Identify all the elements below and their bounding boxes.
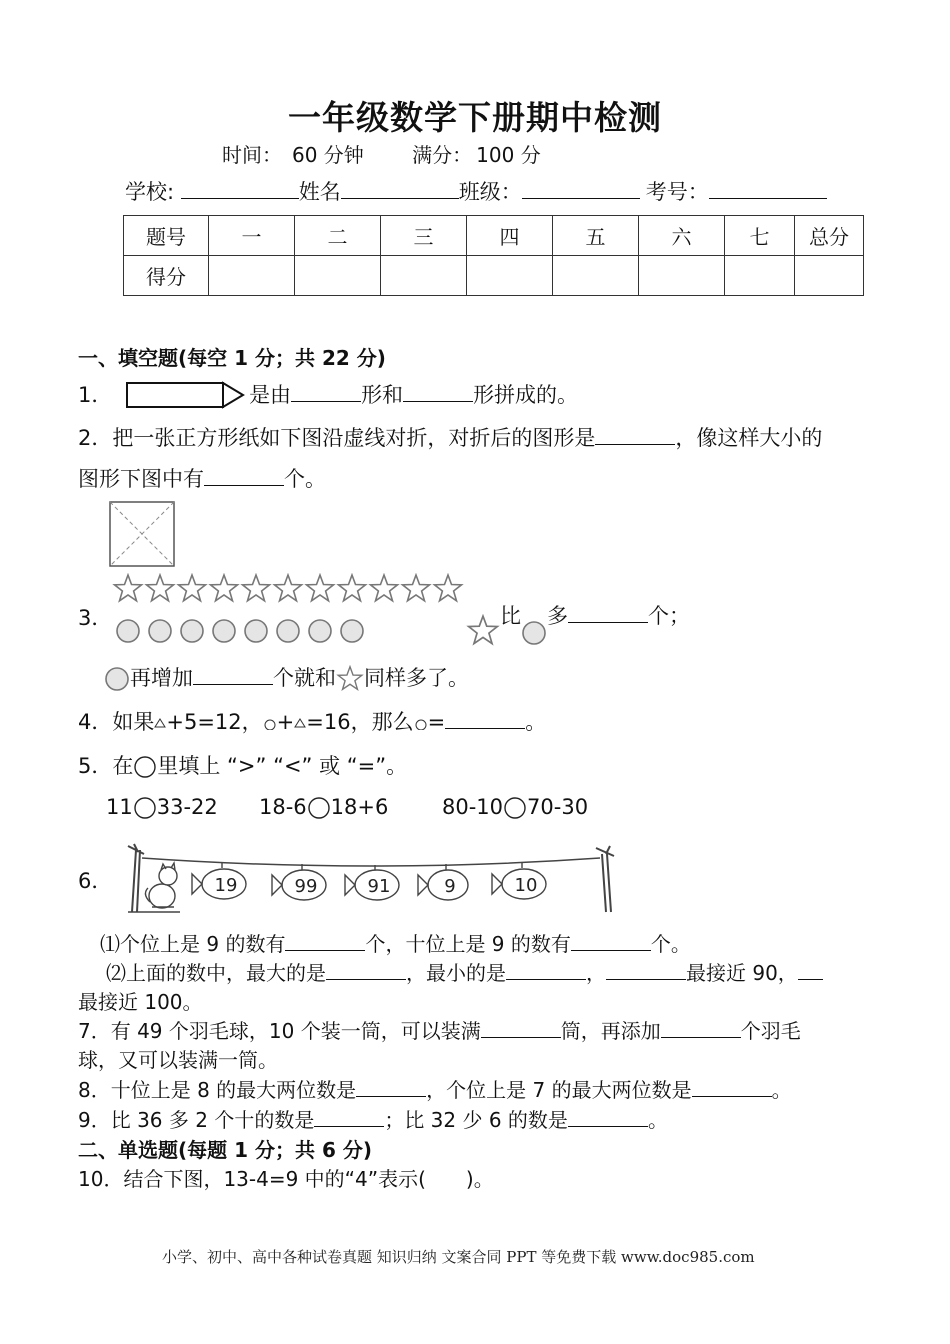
row-of-circles-icon xyxy=(114,616,374,646)
q3-text-d: 个就和 xyxy=(273,666,336,690)
q6-part-1 xyxy=(100,928,691,957)
q3-line-1-tail xyxy=(547,600,690,630)
q1-text-b: 形和 xyxy=(361,383,404,407)
time-value: 60 分钟 xyxy=(292,143,364,167)
q5-e3-right: 70-30 xyxy=(527,795,589,819)
triangle-icon xyxy=(154,717,166,729)
question-3-line-2 xyxy=(104,662,469,693)
q2-text-d: 个。 xyxy=(284,467,326,491)
score-cell[interactable] xyxy=(553,256,639,296)
q4-text-a: 4．如果 xyxy=(78,710,155,734)
q9-text-b: ；比 32 少 6 的数是 xyxy=(384,1108,568,1132)
row-of-stars-icon xyxy=(112,573,467,605)
header-cell: 六 xyxy=(639,216,725,256)
question-10: 10．结合下图，13-4=9 中的“4”表示( )。 xyxy=(78,1167,494,1191)
q5-expression-3 xyxy=(442,795,588,820)
q9-text-a: 9．比 36 多 2 个十的数是 xyxy=(78,1108,315,1132)
exam-no-field[interactable] xyxy=(709,178,827,199)
question-7-line-1 xyxy=(78,1015,801,1044)
q6-p1-text-b: 个，十位上是 9 的数有 xyxy=(365,932,571,956)
exam-no-label: 考号： xyxy=(645,180,709,204)
score-cell[interactable] xyxy=(381,256,467,296)
time-label: 时间： xyxy=(222,143,282,167)
rectangle-triangle-figure-icon xyxy=(119,381,249,411)
q5-e1-left: 11 xyxy=(106,795,133,819)
q3-text-c: 再增加 xyxy=(130,666,193,690)
full-value: 100 分 xyxy=(476,143,541,167)
class-label: 班级： xyxy=(458,180,522,204)
q4-text-f: 。 xyxy=(525,710,547,734)
q6-blank-6[interactable] xyxy=(798,959,823,980)
q7-text-a: 7．有 49 个羽毛球，10 个装一筒，可以装满 xyxy=(78,1019,481,1043)
q7-text-b: 筒，再添加 xyxy=(560,1019,661,1043)
circle-icon xyxy=(521,620,547,646)
q5-text-a: 5．在 xyxy=(78,754,134,778)
school-field[interactable] xyxy=(181,178,299,199)
q3-text-duo: 多 xyxy=(547,604,568,628)
student-info-line xyxy=(125,176,827,206)
q6-p1-text-a: ⑴个位上是 9 的数有 xyxy=(100,932,286,956)
q3-blank-2[interactable] xyxy=(193,664,273,685)
q9-blank-1[interactable] xyxy=(314,1106,384,1127)
fish-number-4: 9 xyxy=(444,876,456,897)
class-field[interactable] xyxy=(522,178,640,199)
q5-text-b: 里填上 “>” “<” 或 “=”。 xyxy=(157,754,408,778)
header-cell: 总分 xyxy=(795,216,864,256)
q4-text-e: = xyxy=(427,710,446,734)
fish-number-3: 91 xyxy=(367,876,391,897)
question-2-line-2 xyxy=(78,463,326,493)
q2-text-c: 图形下图中有 xyxy=(78,467,204,491)
comparison-circle-icon[interactable] xyxy=(133,796,157,820)
q6-p1-text-c: 个。 xyxy=(650,932,691,956)
name-label: 姓名 xyxy=(298,180,341,204)
score-table-header-row xyxy=(124,216,864,256)
row-label: 得分 xyxy=(124,256,209,296)
q6-number: 6． xyxy=(78,869,113,893)
fish-number-2: 99 xyxy=(294,876,318,897)
folded-square-figure-icon xyxy=(109,501,175,567)
triangle-icon xyxy=(294,717,306,729)
q6-p2-text-c: ， xyxy=(586,961,606,985)
q6-blank-3[interactable] xyxy=(326,959,406,980)
question-5 xyxy=(78,750,407,780)
left-post-icon xyxy=(128,844,144,912)
q4-text-d: =16，那么 xyxy=(306,710,414,734)
q8-text-a: 8．十位上是 8 的最大两位数是 xyxy=(78,1078,357,1102)
score-cell[interactable] xyxy=(725,256,795,296)
fish-number-5: 10 xyxy=(514,875,538,896)
question-1 xyxy=(78,379,578,411)
q6-blank-2[interactable] xyxy=(571,930,651,951)
q3-text-bi: 比 xyxy=(500,604,521,628)
q8-text-c: 。 xyxy=(771,1078,792,1102)
header-cell: 七 xyxy=(725,216,795,256)
header-cell: 一 xyxy=(209,216,295,256)
q2-blank-2[interactable] xyxy=(204,465,284,486)
circle-icon xyxy=(104,666,130,692)
score-cell[interactable] xyxy=(639,256,725,296)
circle-icon xyxy=(414,716,428,730)
q6-blank-1[interactable] xyxy=(285,930,365,951)
q1-text-a: 是由 xyxy=(249,383,292,407)
comparison-circle-icon[interactable] xyxy=(503,796,527,820)
question-7-line-2: 球，又可以装满一筒。 xyxy=(78,1048,278,1072)
q3-text-e: 同样多了。 xyxy=(364,666,469,690)
q1-text-c: 形拼成的。 xyxy=(473,383,579,407)
header-cell: 三 xyxy=(381,216,467,256)
fish-icon xyxy=(192,862,246,899)
score-table xyxy=(123,215,864,296)
q7-blank-1[interactable] xyxy=(481,1017,561,1038)
header-cell: 四 xyxy=(467,216,553,256)
question-4 xyxy=(78,706,546,736)
section2-title: 二、单选题(每题 1 分；共 6 分) xyxy=(78,1138,372,1162)
cat-icon xyxy=(145,863,177,908)
q7-blank-2[interactable] xyxy=(661,1017,741,1038)
score-cell[interactable] xyxy=(295,256,381,296)
right-post-icon xyxy=(596,846,614,912)
q2-text-a: 2．把一张正方形纸如下图沿虚线对折，对折后的图形是 xyxy=(78,426,596,450)
q9-blank-2[interactable] xyxy=(568,1106,648,1127)
q5-e2-right: 18+6 xyxy=(330,795,389,819)
footer-text: 小学、初中、高中各种试卷真题 知识归纳 文案合同 PPT 等免费下载 www.doc985.com xyxy=(162,1248,755,1266)
q6-part-2 xyxy=(106,957,823,986)
q6-p2-text-a: ⑵上面的数中，最大的是 xyxy=(106,961,326,985)
q5-expression-2 xyxy=(259,795,388,820)
fish-icon xyxy=(492,862,546,899)
fish-number-1: 19 xyxy=(214,875,238,896)
q4-text-c: + xyxy=(276,710,295,734)
q5-expression-1 xyxy=(106,795,218,820)
q5-e2-left: 18-6 xyxy=(259,795,307,819)
q6-blank-5[interactable] xyxy=(606,959,686,980)
q2-blank-1[interactable] xyxy=(595,424,675,445)
fish-icon xyxy=(345,865,399,900)
question-9 xyxy=(78,1104,668,1133)
score-cell[interactable] xyxy=(467,256,553,296)
school-label: 学校: xyxy=(125,180,175,204)
star-icon xyxy=(336,665,364,693)
header-cell: 五 xyxy=(553,216,639,256)
fish-on-line-illustration xyxy=(120,840,625,918)
full-label: 满分： xyxy=(412,143,473,167)
q4-blank[interactable] xyxy=(445,708,525,729)
q3-number: 3． xyxy=(78,606,113,630)
rope-icon xyxy=(142,858,600,866)
q9-text-c: 。 xyxy=(647,1108,668,1132)
q8-blank-2[interactable] xyxy=(692,1076,772,1097)
q7-text-c: 个羽毛 xyxy=(740,1019,801,1043)
score-table-score-row xyxy=(124,256,864,296)
q4-text-b: +5=12， xyxy=(166,710,263,734)
circle-icon xyxy=(263,716,277,730)
q3-blank-1[interactable] xyxy=(568,602,648,623)
score-cell[interactable] xyxy=(795,256,864,296)
header-cell: 题号 xyxy=(124,216,209,256)
name-field[interactable] xyxy=(341,178,459,199)
q5-e3-left: 80-10 xyxy=(442,795,504,819)
q8-text-b: ，个位上是 7 的最大两位数是 xyxy=(426,1078,692,1102)
q6-blank-4[interactable] xyxy=(506,959,586,980)
q5-e1-right: 33-22 xyxy=(156,795,218,819)
section1-title: 一、填空题(每空 1 分；共 22 分) xyxy=(78,346,386,370)
star-icon xyxy=(466,614,500,648)
question-2-line-1 xyxy=(78,422,822,452)
q3-text-ge: 个； xyxy=(648,604,690,628)
q6-part-2-cont: 最接近 100。 xyxy=(78,990,203,1014)
page-title: 一年级数学下册期中检测 xyxy=(288,98,662,137)
fish-icon xyxy=(418,864,468,900)
q1-blank-1[interactable] xyxy=(291,381,361,402)
comparison-circle-icon[interactable] xyxy=(307,796,331,820)
score-cell[interactable] xyxy=(209,256,295,296)
header-cell: 二 xyxy=(295,216,381,256)
q1-blank-2[interactable] xyxy=(403,381,473,402)
comparison-circle-icon xyxy=(133,755,157,779)
question-8 xyxy=(78,1074,792,1103)
fish-icon xyxy=(272,864,326,900)
time-info xyxy=(222,139,541,168)
q1-number: 1． xyxy=(78,383,113,407)
q8-blank-1[interactable] xyxy=(356,1076,426,1097)
q2-text-b: ，像这样大小的 xyxy=(675,426,823,450)
q6-p2-text-d: 最接近 90， xyxy=(686,961,798,985)
q6-p2-text-b: ，最小的是 xyxy=(406,961,506,985)
